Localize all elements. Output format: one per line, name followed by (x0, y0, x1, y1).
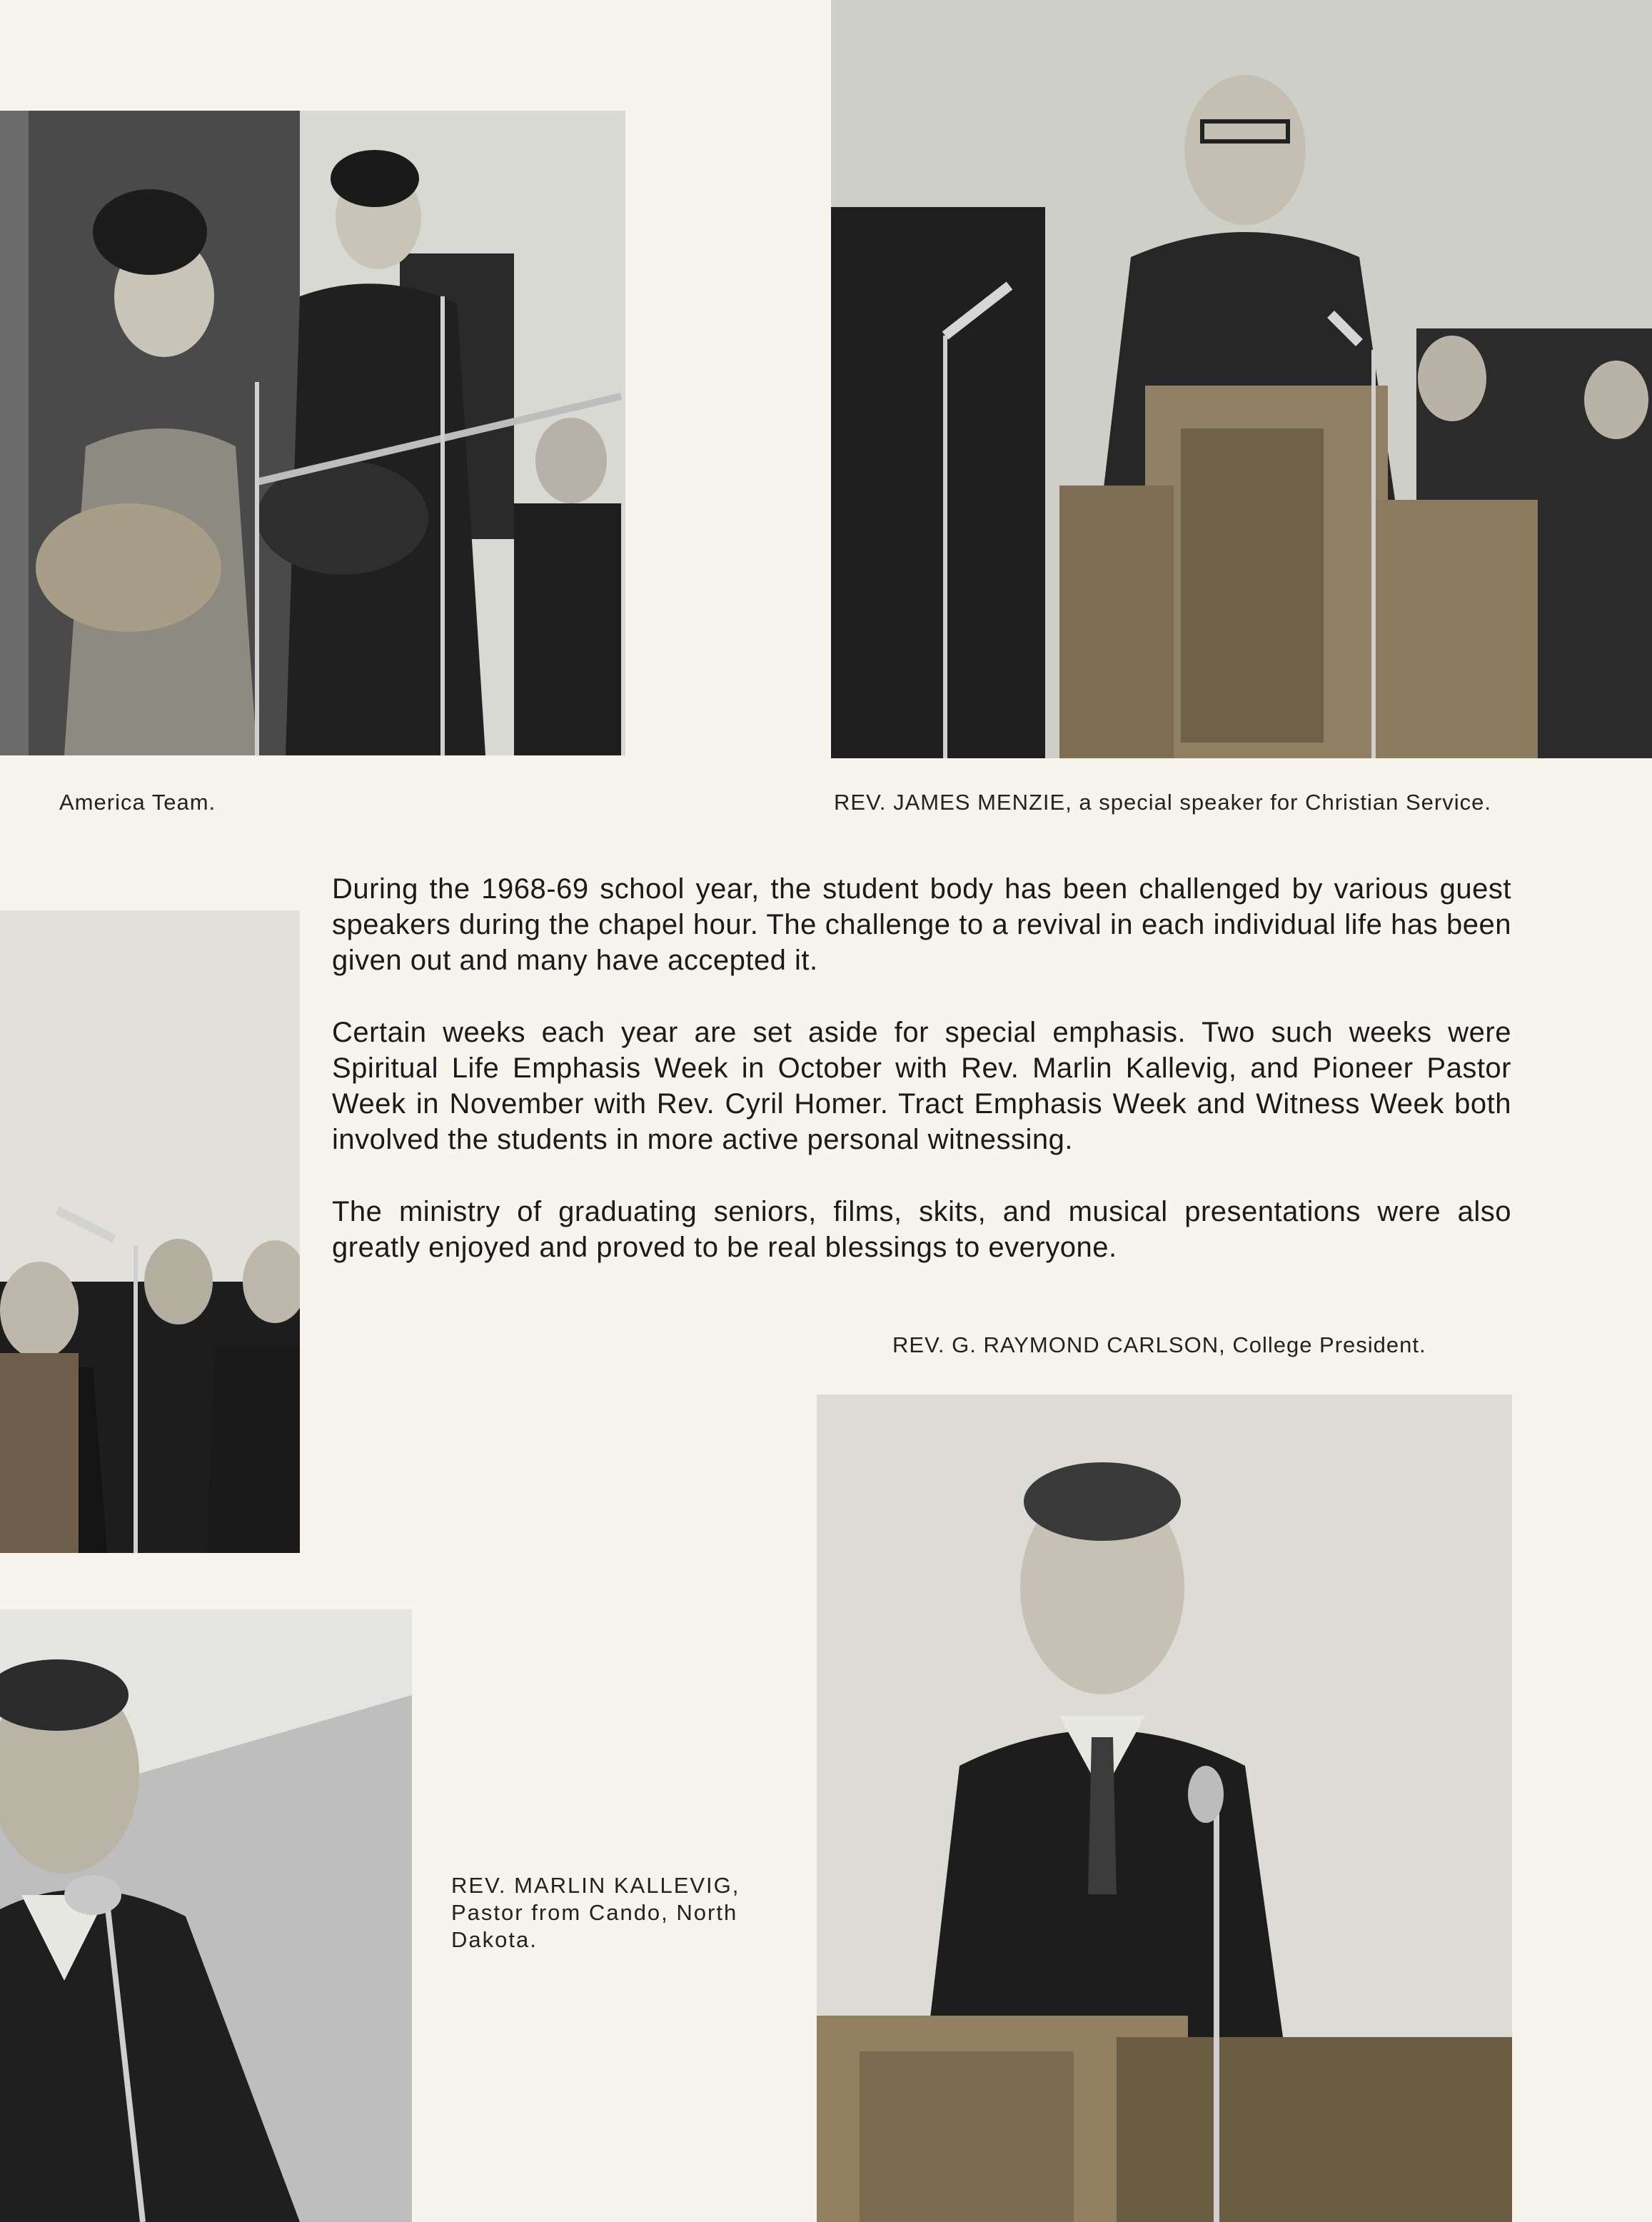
paragraph: Certain weeks each year are set aside for special emphasis. Two such weeks were Spiritual Life Emphasis Week in October with Rev. Marlin Kallevig, and Pioneer Pastor Week in November with Rev. Cyril Homer. Tract Emphasis Week and Witness Week both involved the students in more active personal witnessing. (332, 1017, 1511, 1155)
caption-raymond-carlson: REV. G. RAYMOND CARLSON, College President. (892, 1332, 1426, 1357)
photo-seated-group (0, 910, 300, 1553)
caption-james-menzie: REV. JAMES MENZIE, a special speaker for Christian Service. (834, 790, 1491, 815)
photo-raymond-carlson (817, 1394, 1512, 2222)
paragraph: The ministry of graduating seniors, films, skits, and musical presentations were also greatly enjoyed and proved to be real blessings to everyone. (332, 1196, 1511, 1263)
article-body (332, 871, 1511, 1302)
caption-america-team: America Team. (59, 790, 216, 815)
caption-marlin-kallevig: REV. MARLIN KALLEVIG, Pastor from Cando, North Dakota. (451, 1873, 740, 1952)
photo-james-menzie (831, 0, 1652, 758)
photo-marlin-kallevig (0, 1609, 412, 2222)
photo-america-team (0, 111, 625, 755)
paragraph: During the 1968-69 school year, the student body has been challenged by various guest speakers during the chapel hour. The challenge to a revival in each individual life has been given out and many have accepted it. (332, 873, 1511, 976)
